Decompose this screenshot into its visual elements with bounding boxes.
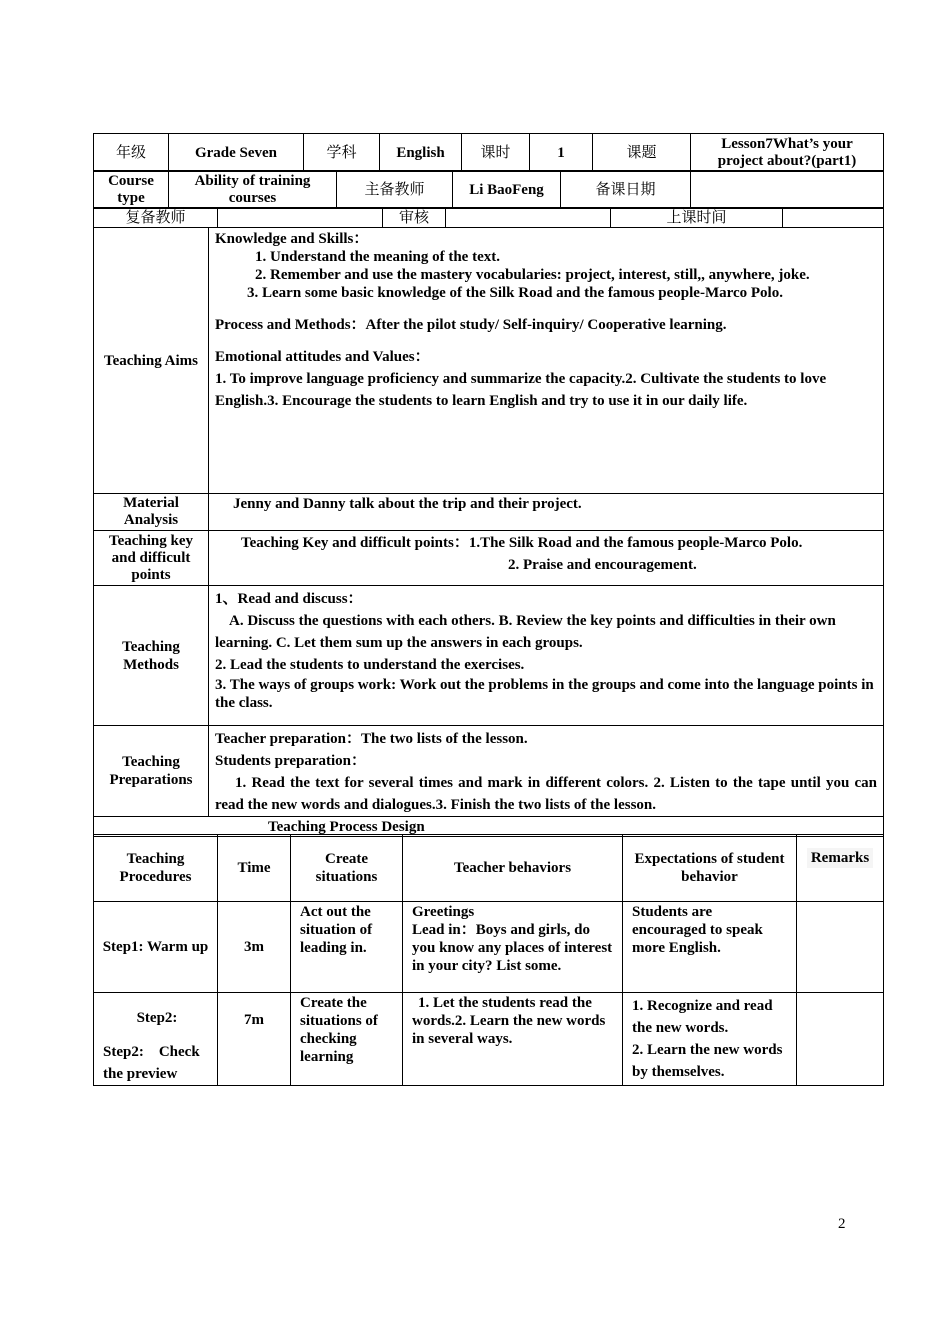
- step2-expectation: [623, 993, 797, 1086]
- teaching-preparations-label: Teaching Preparations: [94, 726, 209, 817]
- emotional-title: Emotional attitudes and Values：: [215, 349, 430, 365]
- step2-remarks: [797, 993, 884, 1086]
- step2-expectation-1: 1. Recognize and read the new words.: [632, 998, 773, 1036]
- method-1a: A. Discuss the questions with each others. B. Review the key points and difficulties in their own learning. C. Let them sum up the answers in each groups.: [215, 613, 836, 651]
- step1-teacher: [403, 902, 623, 993]
- grade-value: Grade Seven: [169, 134, 304, 172]
- step1-expectation: Students are encouraged to speak more English.: [623, 902, 797, 993]
- key-points-line-1: Teaching Key and difficult points：1.The Silk Road and the famous people-Marco Polo.: [241, 535, 803, 551]
- teaching-methods-label: Teaching Methods: [94, 586, 209, 726]
- page-number: 2: [838, 1216, 846, 1232]
- knowledge-item-3: 3. Learn some basic knowledge of the Silk Road and the famous people-Marco Polo.: [247, 285, 783, 301]
- teaching-aims-label: Teaching Aims: [94, 228, 209, 494]
- class-time-value: [783, 208, 884, 228]
- knowledge-item-1: 1. Understand the meaning of the text.: [255, 249, 500, 265]
- header-remarks: [797, 835, 884, 902]
- students-preparation-title: Students preparation：: [215, 753, 366, 769]
- step2-teacher: 1. Let the students read the words.2. Learn the new words in several ways.: [403, 993, 623, 1086]
- prep-date-label: 备课日期: [561, 171, 691, 209]
- step2-time: 7m: [218, 993, 291, 1086]
- info-table: [93, 227, 884, 837]
- re-prep-label: 复备教师: [94, 208, 218, 228]
- topic-label: 课题: [593, 134, 691, 172]
- grade-label: 年级: [94, 134, 169, 172]
- topic-value: Lesson7What’s your project about?(part1): [691, 134, 884, 172]
- method-1: 1、Read and discuss：: [215, 591, 363, 607]
- material-analysis-label: Material Analysis: [94, 494, 209, 531]
- remarks-label: Remarks: [807, 848, 873, 868]
- teaching-methods-content: [209, 586, 884, 726]
- method-2: 2. Lead the students to understand the exercises.: [215, 657, 525, 673]
- re-prep-value: [218, 208, 383, 228]
- process-design-title: Teaching Process Design: [94, 817, 884, 837]
- step1-remarks: [797, 902, 884, 993]
- step1-name: Step1: Warm up: [94, 902, 218, 993]
- process-methods: Process and Methods：After the pilot study/ Self-inquiry/ Cooperative learning.: [215, 317, 727, 333]
- method-3: 3. The ways of groups work: Work out the problems in the groups and come into the language points in the class.: [215, 677, 874, 711]
- step1-teacher-title: Greetings: [412, 904, 475, 920]
- process-table: [93, 834, 884, 1086]
- period-label: 课时: [462, 134, 530, 172]
- key-points-content: [209, 531, 884, 586]
- material-analysis-text: Jenny and Danny talk about the trip and their project.: [209, 494, 884, 531]
- course-type-label: Course type: [94, 171, 169, 209]
- step2-name: Step2:: [136, 1010, 178, 1026]
- class-time-label: 上课时间: [611, 208, 783, 228]
- step1-situation: Act out the situation of leading in.: [291, 902, 403, 993]
- step2-situation: Create the situations of checking learning: [291, 993, 403, 1086]
- step2-name-cell: [94, 993, 218, 1086]
- key-points-label: Teaching key and difficult points: [94, 531, 209, 586]
- header-time: Time: [218, 835, 291, 902]
- lead-teacher-label: 主备教师: [337, 171, 453, 209]
- reviewer-table: [93, 207, 884, 228]
- course-type-table: [93, 170, 884, 209]
- key-points-line-2: 2. Praise and encouragement.: [508, 557, 697, 573]
- review-value: [446, 208, 611, 228]
- step2-name-2: Step2: Check the preview: [103, 1044, 204, 1082]
- review-label: 审核: [383, 208, 446, 228]
- prep-date-value: [691, 171, 884, 209]
- step1-time: 3m: [218, 902, 291, 993]
- header-expectations: Expectations of student behavior: [623, 835, 797, 902]
- period-value: 1: [530, 134, 593, 172]
- teacher-preparation: Teacher preparation：The two lists of the lesson.: [215, 731, 528, 747]
- course-type-value: Ability of training courses: [169, 171, 337, 209]
- students-preparation-text: 1. Read the text for several times and mark in different colors. 2. Listen to the tape until you can read the new words and dialogues.3. Finish the two lists of the lesson.: [215, 775, 877, 813]
- header-table: [93, 133, 884, 172]
- subject-label: 学科: [304, 134, 380, 172]
- subject-value: English: [380, 134, 462, 172]
- knowledge-title: Knowledge and Skills：: [215, 231, 369, 247]
- header-teacher: Teacher behaviors: [403, 835, 623, 902]
- header-procedures: Teaching Procedures: [94, 835, 218, 902]
- emotional-text: 1. To improve language proficiency and summarize the capacity.2. Cultivate the students to love English.3. Encourage the students to learn English and try to use it in our daily life.: [215, 371, 827, 409]
- teaching-preparations-content: [209, 726, 884, 817]
- header-situations: Create situations: [291, 835, 403, 902]
- teaching-aims-content: [209, 228, 884, 494]
- lead-teacher-value: Li BaoFeng: [453, 171, 561, 209]
- step2-expectation-2: 2. Learn the new words by themselves.: [632, 1042, 783, 1080]
- step1-teacher-text: Lead in：Boys and girls, do you know any places of interest in your city? List some.: [412, 922, 613, 974]
- knowledge-item-2: 2. Remember and use the mastery vocabularies: project, interest, still,, anywhere, joke.: [255, 267, 810, 283]
